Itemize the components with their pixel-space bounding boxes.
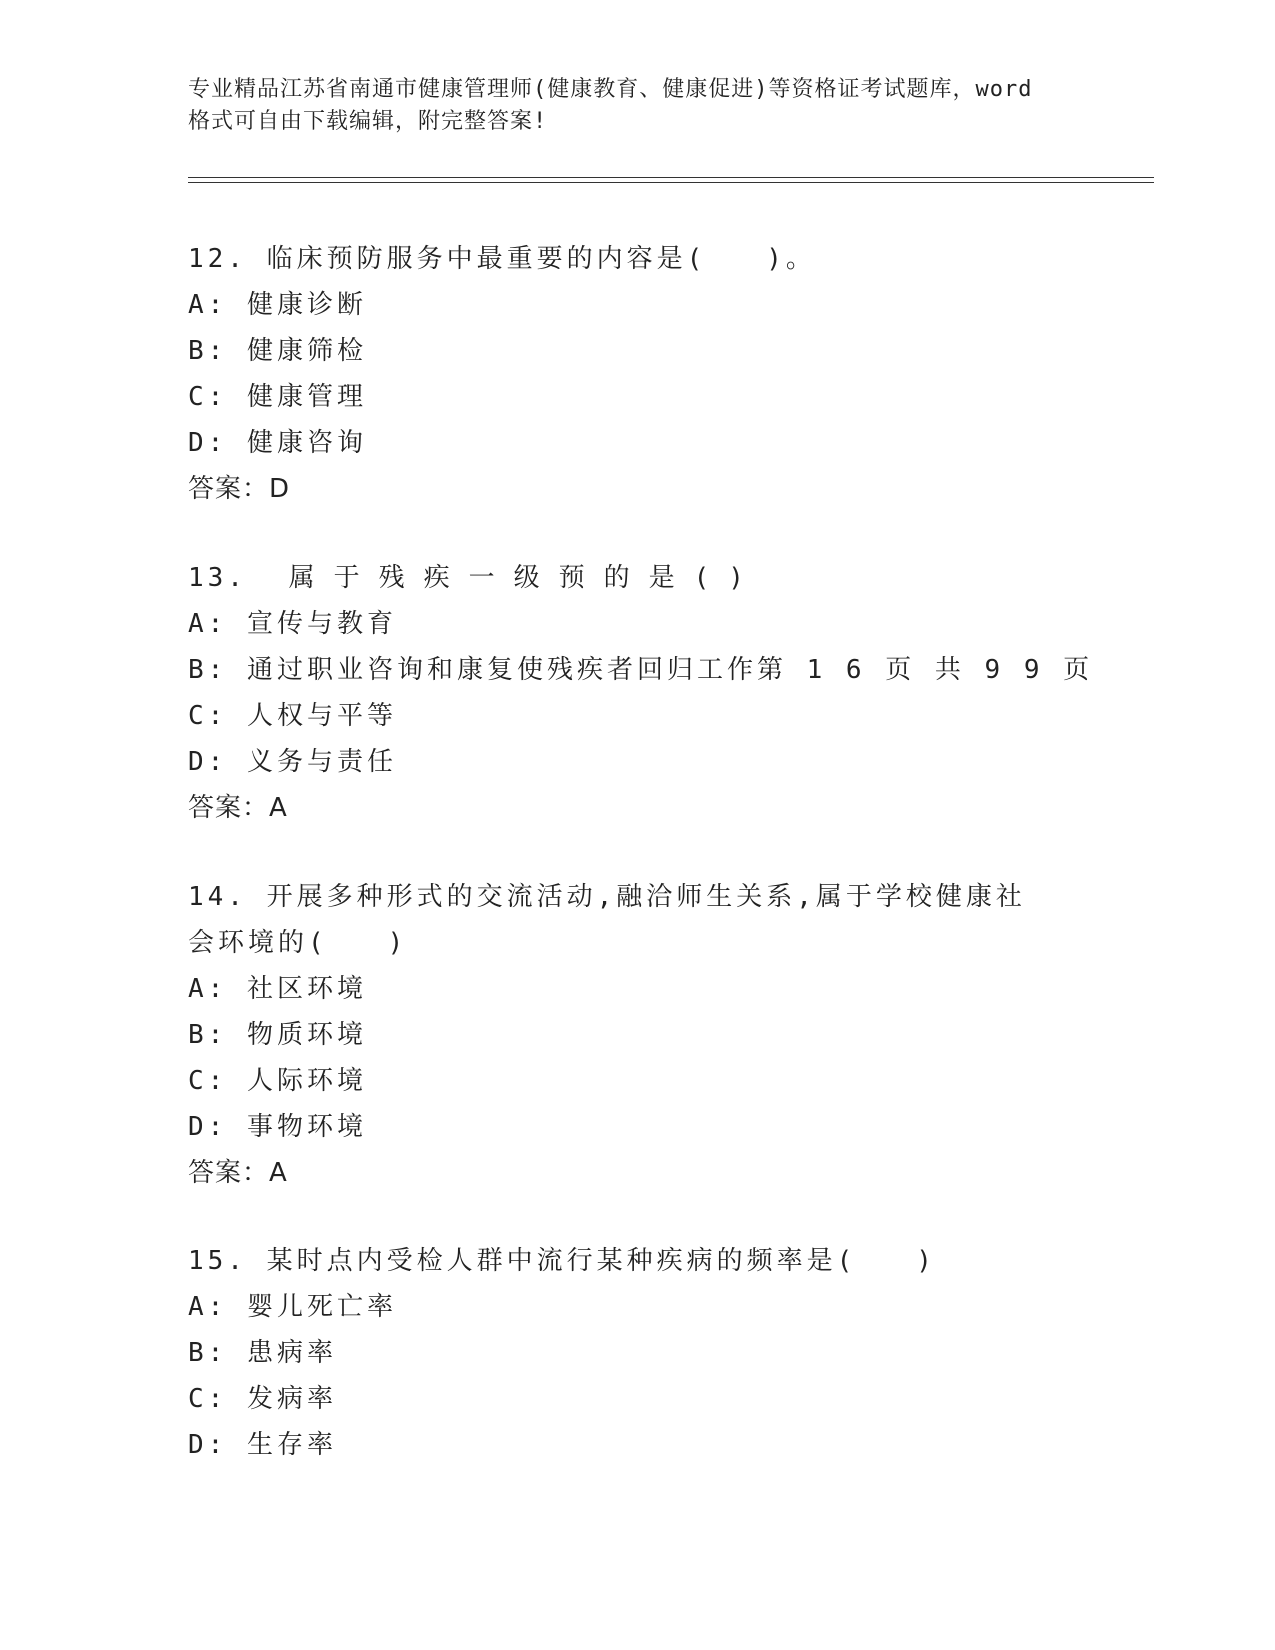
option-d: D: 事物环境: [188, 1112, 367, 1142]
option-c: C: 人际环境: [188, 1066, 367, 1096]
option-a: A: 宣传与教育: [188, 609, 397, 639]
option-c: C: 发病率: [188, 1384, 337, 1414]
header-line-1: 专业精品江苏省南通市健康管理师(健康教育、健康促进)等资格证考试题库，word: [188, 77, 1033, 102]
question-12: [188, 236, 1088, 512]
option-a: A: 健康诊断: [188, 290, 367, 320]
option-a: A: 社区环境: [188, 974, 367, 1004]
option-c: C: 健康管理: [188, 382, 367, 412]
option-b: B: 物质环境: [188, 1020, 367, 1050]
header-divider-top: [188, 177, 1154, 178]
question-text: 14. 开展多种形式的交流活动,融洽师生关系,属于学校健康社会环境的( ): [188, 882, 1026, 958]
option-d: D: 义务与责任: [188, 747, 397, 777]
answer-label: 答案：A: [188, 793, 288, 823]
question-stem: [188, 874, 1088, 966]
question-stem: 12. 临床预防服务中最重要的内容是( )。: [188, 244, 816, 274]
option-a: A: 婴儿死亡率: [188, 1292, 397, 1322]
question-stem: 15. 某时点内受检人群中流行某种疾病的频率是( ): [188, 1246, 936, 1276]
option-d: D: 健康咨询: [188, 428, 367, 458]
question-15: [188, 1238, 1088, 1468]
question-number: 13.: [188, 563, 247, 593]
answer-label: 答案：A: [188, 1158, 288, 1188]
question-14: [188, 874, 1088, 1196]
document-header: [188, 74, 1088, 138]
header-divider-bottom: [188, 182, 1154, 183]
option-c: C: 人权与平等: [188, 701, 397, 731]
option-b: B: 健康筛检: [188, 336, 367, 366]
answer-label: 答案：D: [188, 474, 291, 504]
option-b: B: 通过职业咨询和康复使残疾者回归工作第 1 6 页 共 9 9 页: [188, 655, 1094, 685]
option-b: B: 患病率: [188, 1338, 337, 1368]
header-line-2: 格式可自由下载编辑，附完整答案!: [188, 109, 548, 134]
option-d: D: 生存率: [188, 1430, 337, 1460]
question-text: 属于残疾一级预的是(): [288, 563, 763, 593]
question-stem: [188, 555, 1088, 601]
question-13: [188, 555, 1094, 831]
